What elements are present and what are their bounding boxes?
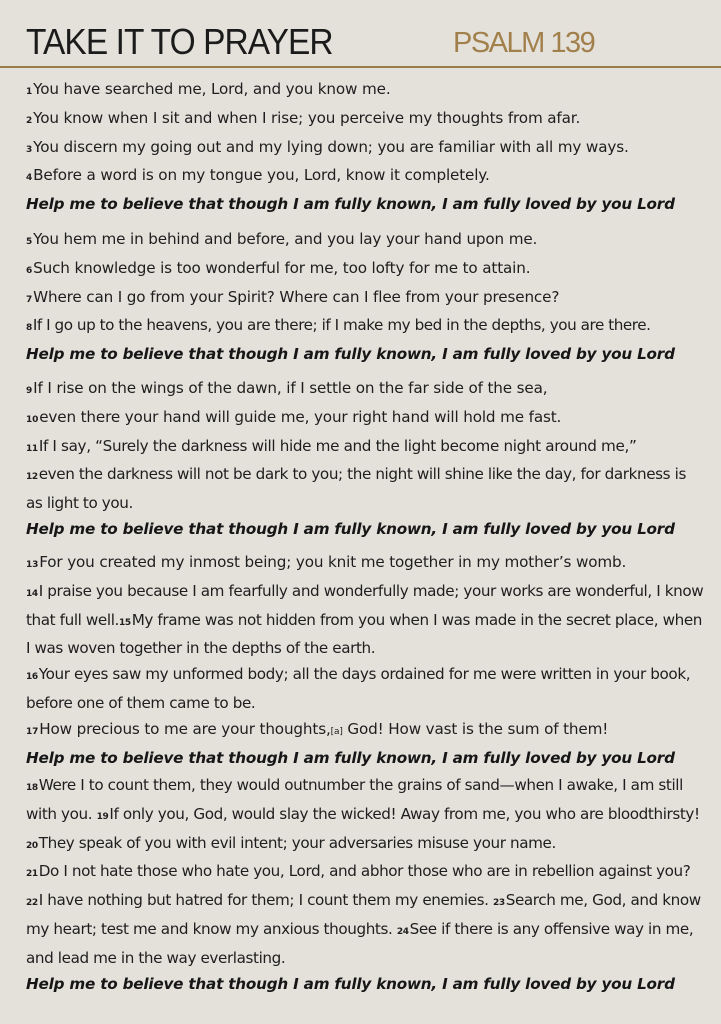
- verse-text: You have searched me, Lord, and you know me.: [33, 80, 391, 98]
- verse-text: How precious to me are your thoughts,: [39, 719, 331, 738]
- verse-number: 12: [26, 472, 38, 483]
- verse-number: 4: [26, 173, 33, 184]
- verse-line: [26, 135, 706, 164]
- verse-number: 23: [492, 898, 505, 909]
- verse-number: 8: [26, 323, 32, 334]
- verse-number: 22: [26, 898, 38, 909]
- verse-line: [26, 662, 706, 717]
- verse-number: 20: [26, 840, 38, 851]
- verse-number: 13: [26, 560, 39, 570]
- prayer-refrain: Help me to believe that though I am fully known, I am fully loved by you Lord: [26, 345, 675, 364]
- verse-text: You discern my going out and my lying down; you are familiar with all my ways.: [33, 137, 629, 156]
- verse-line: [26, 77, 706, 106]
- verse-text: Search me, God, and know my heart; test me and know my anxious thoughts.: [26, 891, 701, 938]
- prayer-refrain: Help me to believe that though I am fully known, I am fully loved by you Lord: [26, 748, 675, 767]
- page-title: TAKE IT TO PRAYER: [26, 21, 333, 62]
- verse-text: For you created my inmost being; you knit me together in my mother’s womb.: [39, 553, 627, 571]
- verse-text: Before a word is on my tongue you, Lord, know it completely.: [33, 166, 490, 185]
- verse-number: 14: [26, 588, 38, 599]
- verse-text: They speak of you with evil intent; your adversaries misuse your name.: [38, 833, 556, 852]
- page-header: [0, 0, 721, 68]
- verse-line: [26, 106, 706, 135]
- verse-number: 21: [26, 869, 38, 880]
- verse-block-4: [26, 550, 706, 771]
- verse-line: [26, 163, 706, 192]
- verse-line: [26, 405, 706, 434]
- verse-number: 3: [26, 144, 33, 155]
- verse-block-1: [26, 77, 706, 218]
- verse-line: [26, 550, 706, 579]
- verse-text: My frame was not hidden from you when I was made in the secret place, when I was woven together in the depths of the earth.: [26, 610, 703, 658]
- verse-block-3: [26, 376, 706, 543]
- prayer-refrain: Help me to believe that though I am fully known, I am fully loved by you Lord: [26, 519, 675, 538]
- verse-text: Such knowledge is too wonderful for me, too lofty for me to attain.: [33, 258, 531, 277]
- verse-text: Where can I go from your Spirit? Where can I flee from your presence?: [33, 287, 560, 306]
- verse-text: even the darkness will not be dark to you; the night will shine like the day, for darkness is as light to you.: [26, 465, 686, 513]
- verse-number: 2: [26, 115, 33, 126]
- verse-line: [26, 285, 706, 314]
- verse-text: If I rise on the wings of the dawn, if I settle on the far side of the sea,: [33, 379, 548, 397]
- psalm-reference: PSALM 139: [453, 27, 595, 59]
- verse-number: 18: [26, 783, 38, 793]
- verse-text: If I say, “Surely the darkness will hide me and the light become night around me,”: [38, 436, 637, 455]
- verse-text: I praise you because I am fearfully and wonderfully made; your works are wonderful, I know that full well.: [26, 581, 704, 629]
- verse-text: If only you, God, would slay the wicked! Away from me, you who are bloodthirsty!: [109, 804, 700, 823]
- verse-number: 17: [26, 726, 39, 737]
- verse-line: [26, 579, 706, 662]
- verse-number: 1: [26, 87, 33, 97]
- verse-text: even there your hand will guide me, your right hand will hold me fast.: [39, 407, 562, 426]
- verse-line: [26, 227, 706, 256]
- verse-number: 5: [26, 237, 33, 247]
- verse-text: You hem me in behind and before, and you lay your hand upon me.: [33, 230, 538, 248]
- verse-number: 10: [26, 414, 39, 425]
- prayer-refrain: Help me to believe that though I am fully known, I am fully loved by you Lord: [26, 195, 675, 214]
- verse-line: [26, 462, 706, 517]
- verse-number: 9: [26, 386, 33, 396]
- verse-number: 15: [118, 617, 131, 628]
- verse-text: See if there is any offensive way in me, and lead me in the way everlasting.: [26, 919, 694, 967]
- verse-line: [26, 434, 706, 463]
- verse-number: 7: [26, 294, 33, 305]
- verse-text: I have nothing but hatred for them; I count them my enemies.: [38, 891, 493, 910]
- verse-text: God! How vast is the sum of them!: [342, 719, 609, 738]
- verse-number: 19: [96, 811, 109, 822]
- verse-number: 16: [26, 672, 38, 683]
- verse-text: Were I to count them, they would outnumber the grains of sand—when I awake, I am still with you.: [26, 776, 683, 823]
- verse-line: [26, 717, 706, 746]
- footnote-marker[interactable]: [a]: [330, 726, 343, 737]
- verse-number: 6: [26, 265, 33, 276]
- prayer-refrain: Help me to believe that though I am fully known, I am fully loved by you Lord: [26, 974, 675, 993]
- verse-line: [26, 376, 706, 405]
- verse-number: 24: [396, 926, 409, 937]
- verse-block-2: [26, 227, 706, 368]
- verse-text: Your eyes saw my unformed body; all the days ordained for me were written in your book, before one of them came to be.: [26, 665, 691, 712]
- verse-number: 11: [26, 443, 38, 454]
- verse-line: [26, 313, 706, 342]
- verse-text: If I go up to the heavens, you are there; if I make my bed in the depths, you are there.: [32, 316, 651, 335]
- verse-text: You know when I sit and when I rise; you perceive my thoughts from afar.: [33, 108, 581, 127]
- verse-block-5: [26, 773, 706, 997]
- verse-text: Do I not hate those who hate you, Lord, and abhor those who are in rebellion against you?: [38, 862, 691, 881]
- verse-paragraph: [26, 773, 706, 972]
- verse-line: [26, 256, 706, 285]
